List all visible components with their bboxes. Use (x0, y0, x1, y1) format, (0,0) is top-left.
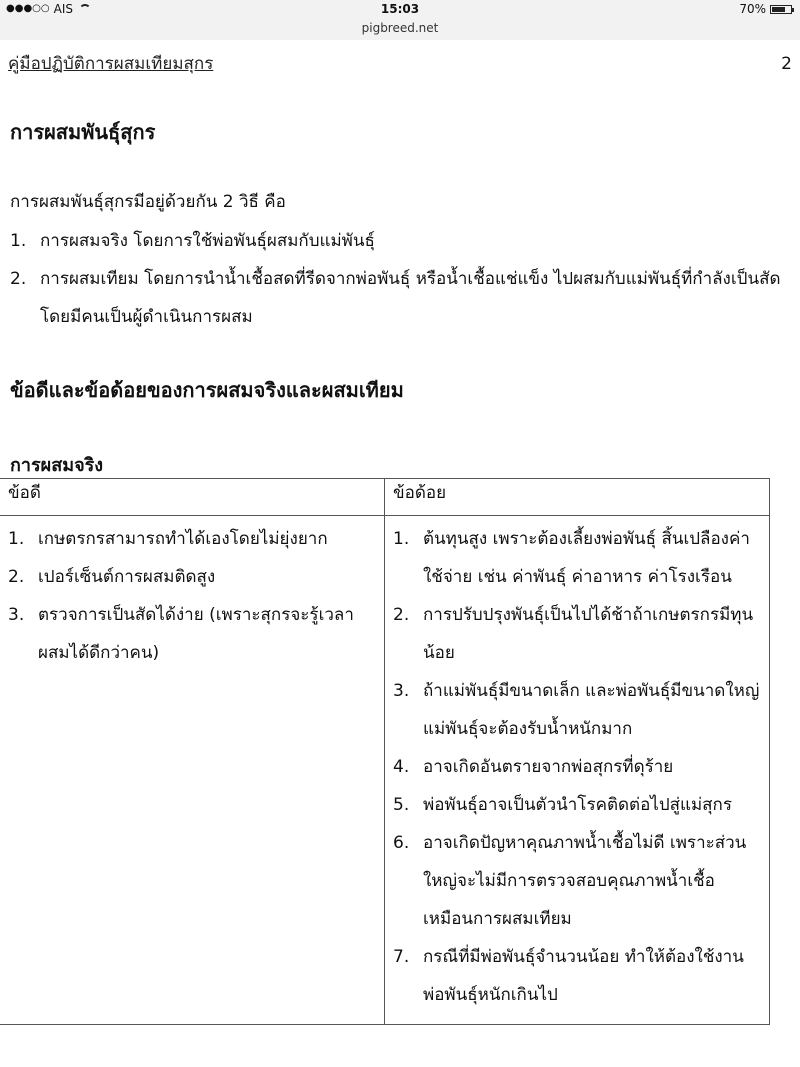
list-item (8, 558, 376, 596)
list-number: 1. (10, 231, 27, 251)
methods-list (10, 222, 790, 336)
list-item (393, 596, 761, 672)
list-number: 4. (393, 757, 410, 777)
list-number: 2. (393, 605, 410, 625)
list-item (8, 596, 376, 672)
list-text: การผสมจริง โดยการใช้พ่อพันธุ์ผสมกับแม่พันธุ์ (40, 231, 375, 251)
page-number: 2 (781, 54, 792, 74)
intro-paragraph: การผสมพันธุ์สุกรมีอยู่ด้วยกัน 2 วิธี คือ (10, 192, 286, 212)
list-text: เกษตรกรสามารถทำได้เองโดยไม่ยุ่งยาก (38, 529, 328, 549)
list-text: การปรับปรุงพันธุ์เป็นไปได้ช้าถ้าเกษตรกรมีทุนน้อย (423, 605, 754, 663)
subsection-title: การผสมจริง (10, 455, 104, 476)
running-header: คู่มือปฏิบัติการผสมเทียมสุกร (8, 54, 214, 74)
list-text: เปอร์เซ็นต์การผสมติดสูง (38, 567, 216, 587)
status-right (739, 0, 792, 18)
clock: 15:03 (380, 2, 420, 16)
list-number: 5. (393, 795, 410, 815)
list-text: พ่อพันธุ์อาจเป็นตัวนำโรคติดต่อไปสู่แม่สุกร (423, 795, 732, 815)
list-text: อาจเกิดปัญหาคุณภาพน้ำเชื้อไม่ดี เพราะส่วนใหญ่จะไม่มีการตรวจสอบคุณภาพน้ำเชื้อเหมือนการผสมเทียม (423, 833, 747, 929)
list-item (393, 672, 761, 748)
advantages-header: ข้อดี (0, 479, 385, 516)
list-number: 6. (393, 833, 410, 853)
battery-icon (770, 5, 792, 14)
list-number: 3. (8, 605, 25, 625)
list-number: 2. (8, 567, 25, 587)
table-row (0, 516, 770, 1025)
list-item (10, 260, 790, 336)
document-page (0, 40, 800, 1067)
advantages-cell (0, 516, 385, 1025)
list-number: 3. (393, 681, 410, 701)
battery-percent: 70% (739, 2, 766, 16)
address-bar[interactable] (0, 18, 800, 40)
url-domain[interactable]: pigbreed.net (361, 21, 439, 35)
carrier-label: AIS (53, 2, 74, 16)
list-item (393, 938, 761, 1014)
comparison-table (0, 478, 770, 1025)
list-text: ตรวจการเป็นสัดได้ง่าย (เพราะสุกรจะรู้เวลาผสมได้ดีกว่าคน) (38, 605, 354, 663)
list-item (393, 786, 761, 824)
list-item (8, 520, 376, 558)
list-text: อาจเกิดอันตรายจากพ่อสุกรที่ดุร้าย (423, 757, 674, 777)
list-item (393, 748, 761, 786)
disadvantages-header: ข้อด้อย (385, 479, 770, 516)
disadvantages-cell (385, 516, 770, 1025)
list-text: การผสมเทียม โดยการนำน้ำเชื้อสดที่รีดจากพ่อพันธุ์ หรือน้ำเชื้อแช่แข็ง ไปผสมกับแม่พันธุ์ที่กำลังเป็นสัดโดยมีคนเป็นผู้ดำเนินการผสม (40, 269, 781, 327)
list-item (393, 824, 761, 938)
list-text: ต้นทุนสูง เพราะต้องเลี้ยงพ่อพันธุ์ สิ้นเปลืองค่าใช้จ่าย เช่น ค่าพันธุ์ ค่าอาหาร ค่าโรงเรือน (423, 529, 750, 587)
list-text: กรณีที่มีพ่อพันธุ์จำนวนน้อย ทำให้ต้องใช้งานพ่อพันธุ์หนักเกินไป (423, 947, 744, 1005)
list-item (10, 222, 790, 260)
disadvantages-list (393, 520, 761, 1014)
list-number: 1. (393, 529, 410, 549)
status-bar (0, 0, 800, 18)
table-header-row (0, 479, 770, 516)
list-item (393, 520, 761, 596)
list-text: ถ้าแม่พันธุ์มีขนาดเล็ก และพ่อพันธุ์มีขนาดใหญ่ แม่พันธุ์จะต้องรับน้ำหนักมาก (423, 681, 760, 739)
advantages-list (8, 520, 376, 672)
section-title: การผสมพันธุ์สุกร (10, 120, 156, 144)
signal-strength-icon: ●●●○○ (6, 3, 50, 14)
list-number: 7. (393, 947, 410, 967)
comparison-title: ข้อดีและข้อด้อยของการผสมจริงและผสมเทียม (10, 378, 404, 402)
list-number: 1. (8, 529, 25, 549)
list-number: 2. (10, 269, 27, 289)
